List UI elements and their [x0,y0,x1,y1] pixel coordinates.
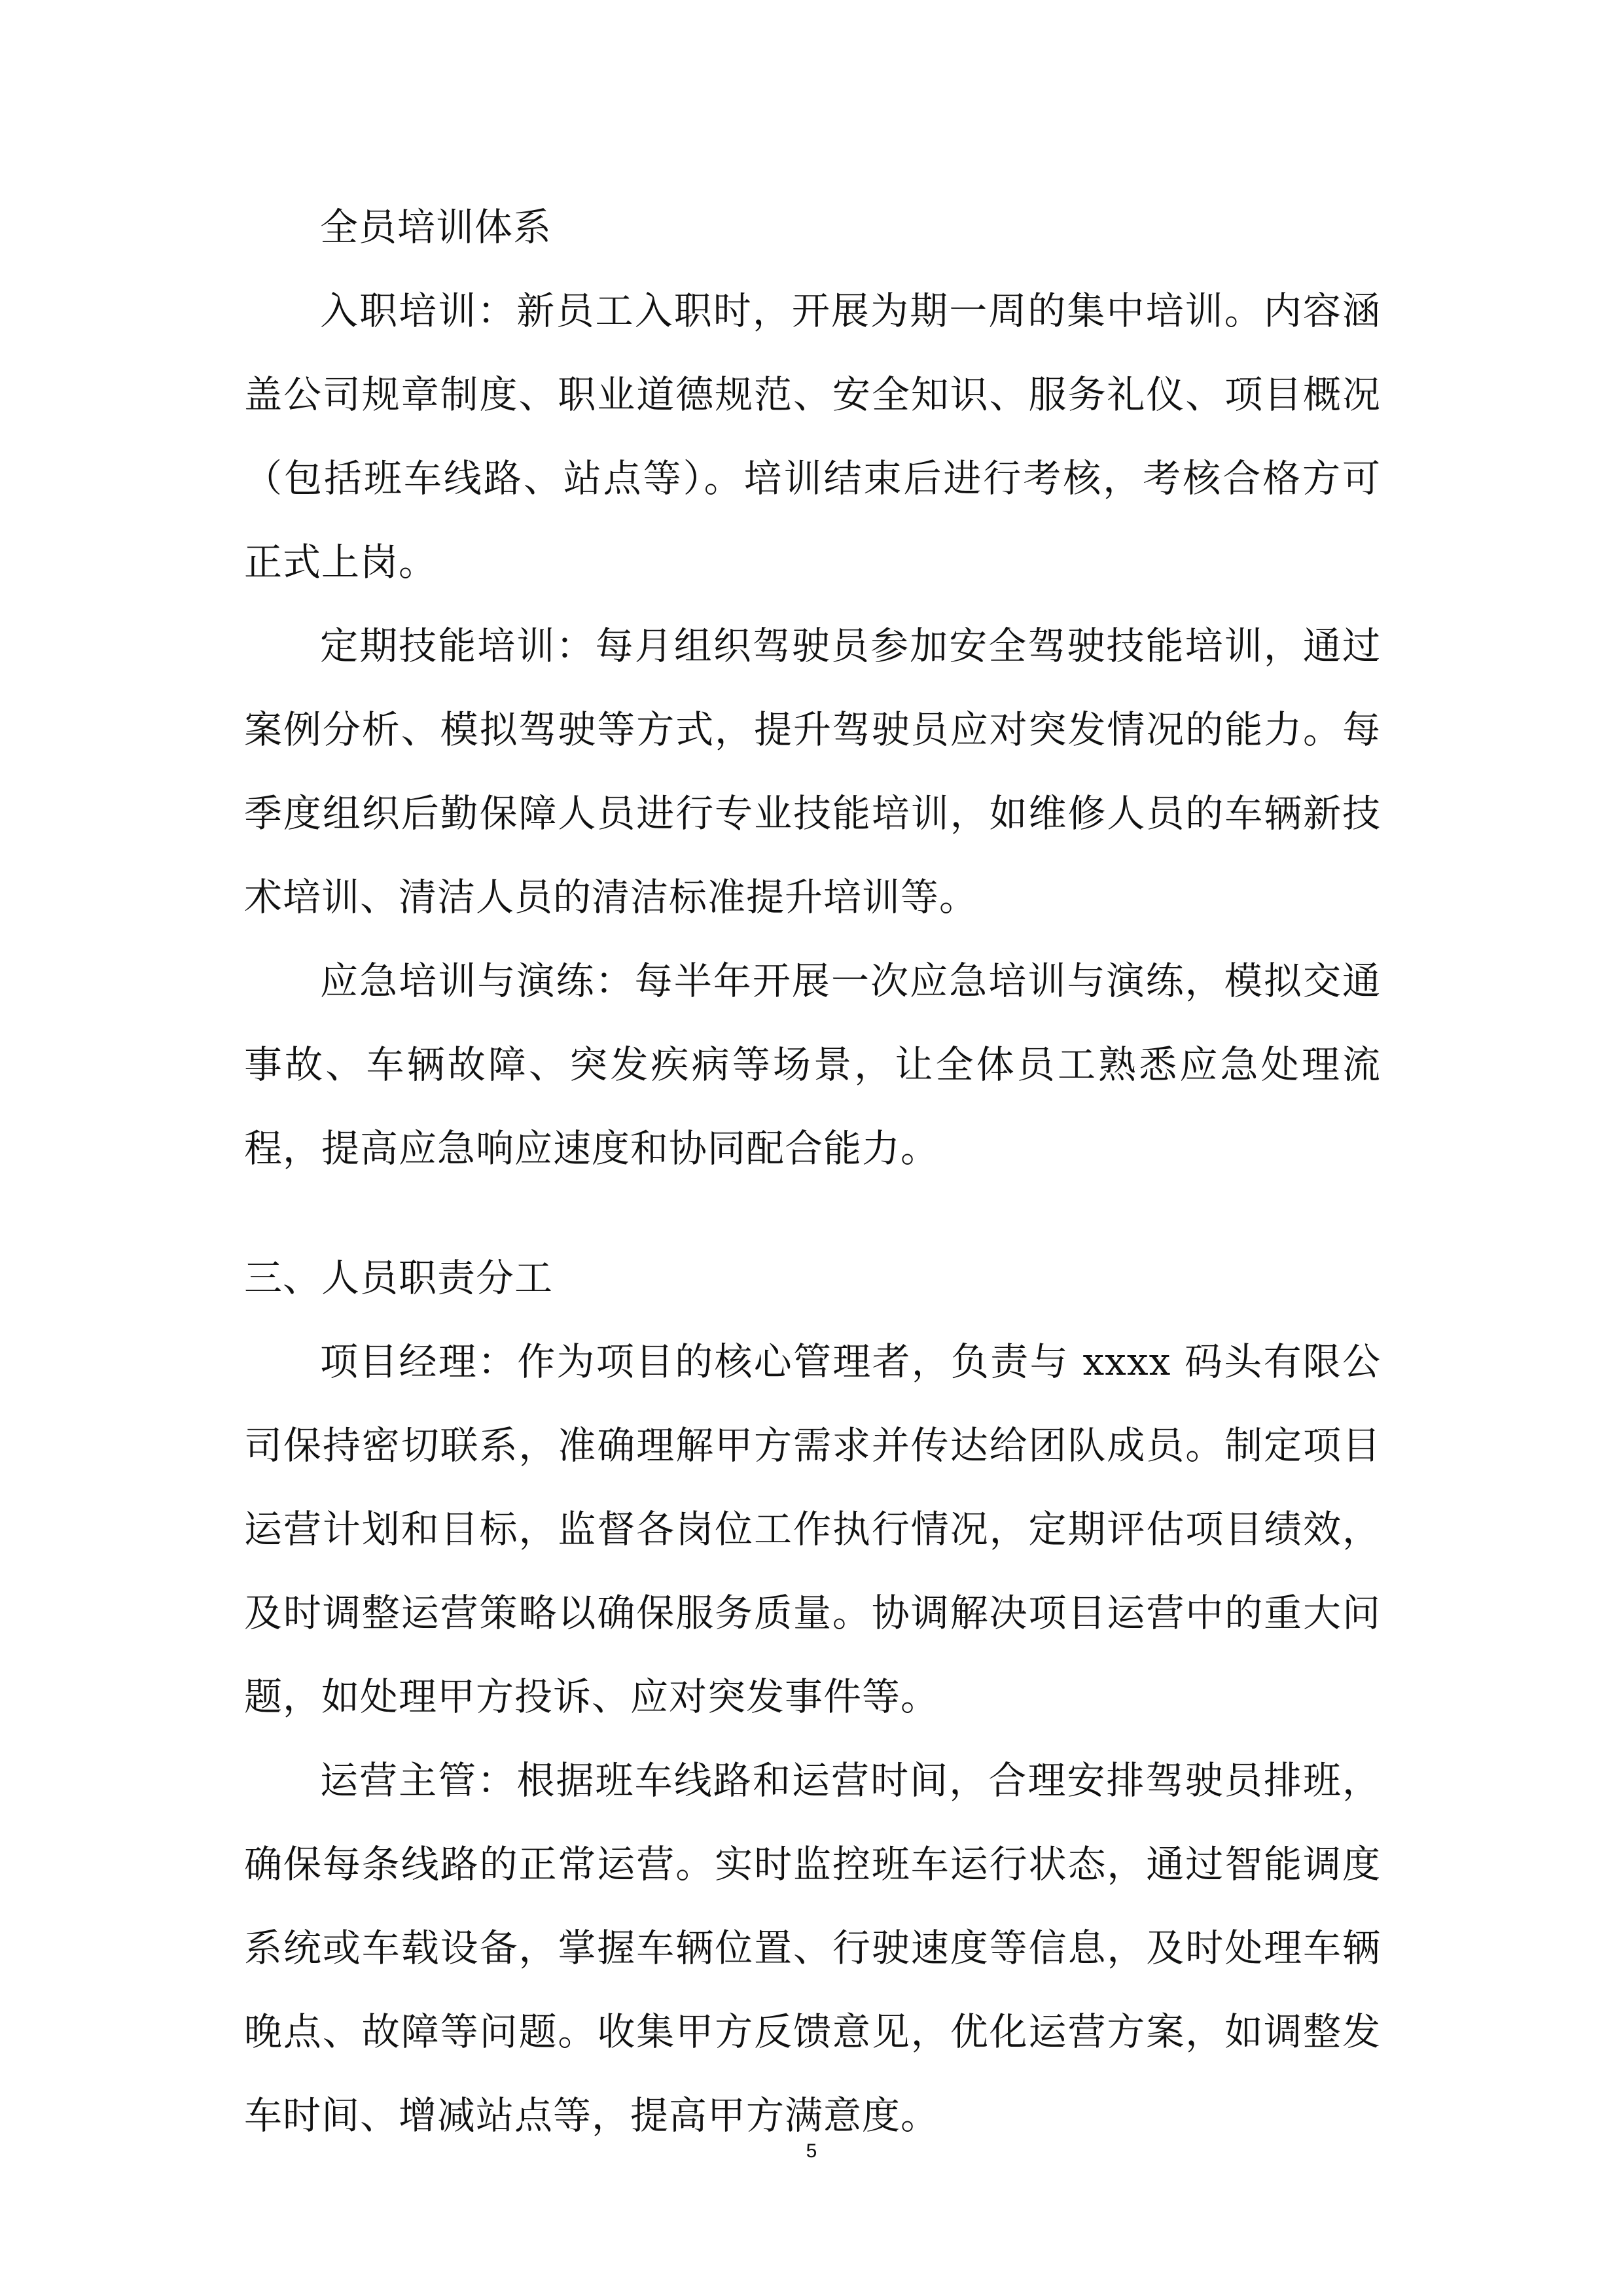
page-number: 5 [806,2140,817,2162]
regular-skill-training-paragraph: 定期技能培训：每月组织驾驶员参加安全驾驶技能培训，通过案例分析、模拟驾驶等方式，提升驾驶员应对突发情况的能力。每季度组织后勤保障人员进行专业技能培训，如维修人员的车辆新技术培训、清洁人员的清洁标准提升培训等。 [244,624,1381,919]
page-body [244,185,1381,2157]
emergency-training-paragraph: 应急培训与演练：每半年开展一次应急培训与演练，模拟交通事故、车辆故障、突发疾病等场景，让全体员工熟悉应急处理流程，提高应急响应速度和协同配合能力。 [244,959,1381,1171]
project-manager-paragraph: 项目经理：作为项目的核心管理者，负责与 xxxx 码头有限公司保持密切联系，准确理解甲方需求并传达给团队成员。制定项目运营计划和目标，监督各岗位工作执行情况，定期评估项目绩效，及时调整运营策略以确保服务质量。协调解决项目运营中的重大问题，如处理甲方投诉、应对突发事件等。 [244,1339,1381,1719]
onboarding-training-paragraph: 入职培训：新员工入职时，开展为期一周的集中培训。内容涵盖公司规章制度、职业道德规范、安全知识、服务礼仪、项目概况（包括班车线路、站点等）。培训结束后进行考核，考核合格方可正式上岗。 [244,289,1381,584]
training-system-heading: 全员培训体系 [320,205,552,249]
operations-supervisor-paragraph: 运营主管：根据班车线路和运营时间，合理安排驾驶员排班，确保每条线路的正常运营。实时监控班车运行状态，通过智能调度系统或车载设备，掌握车辆位置、行驶速度等信息，及时处理车辆晚点、故障等问题。收集甲方反馈意见，优化运营方案，如调整发车时间、增减站点等，提高甲方满意度。 [244,1758,1381,2138]
section-heading-duties: 三、人员职责分工 [244,1256,554,1300]
